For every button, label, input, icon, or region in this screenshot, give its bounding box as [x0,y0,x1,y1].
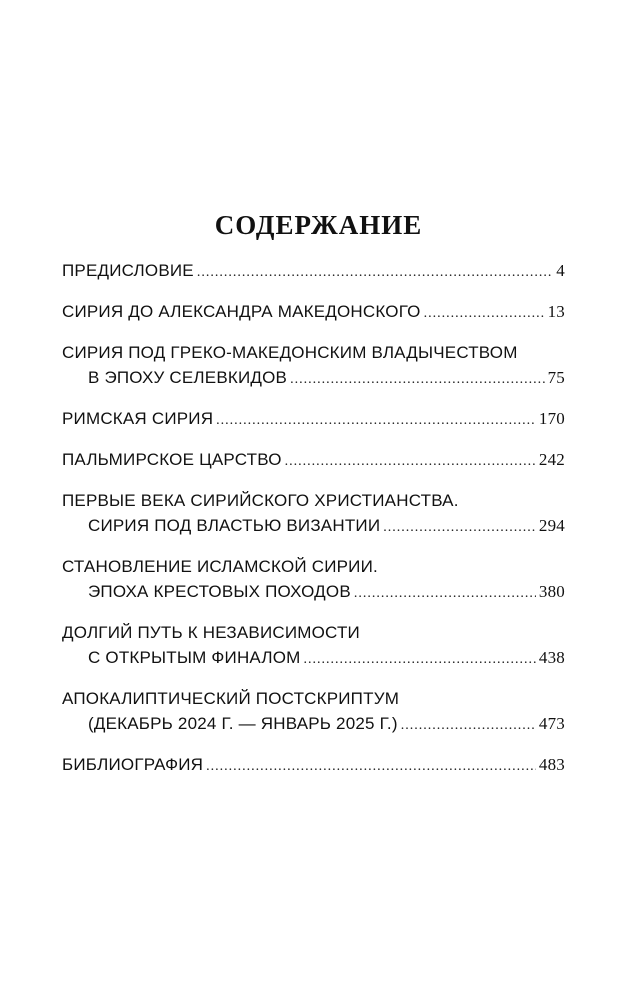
toc-entry-before-alexander[interactable] [62,299,565,326]
toc-entry-title: ПРЕДИСЛОВИЕ [62,261,194,280]
toc-line [62,554,565,579]
toc-line [62,752,565,779]
toc-page-number: 473 [538,714,565,733]
toc-line-continuation [62,711,565,738]
dot-leader [401,713,536,738]
toc-page-number: 4 [556,261,565,280]
toc-entry-title: РИМСКАЯ СИРИЯ [62,409,214,428]
toc-page-number: 13 [547,302,565,321]
toc-entry-independence[interactable] [62,620,565,672]
toc-entry-subtitle: (ДЕКАБРЬ 2024 Г. — ЯНВАРЬ 2025 Г.) [88,714,398,733]
dot-leader [383,515,536,540]
page-title: СОДЕРЖАНИЕ [214,210,423,240]
toc-page-number: 242 [538,450,565,469]
dot-leader [354,581,536,606]
table-of-contents [62,258,565,793]
dot-leader [197,260,553,285]
toc-line [62,406,565,433]
dot-leader [216,408,536,433]
toc-entry-bibliography[interactable] [62,752,565,779]
dot-leader [206,754,536,779]
toc-entry-palmyra[interactable] [62,447,565,474]
toc-line [62,488,565,513]
toc-page-number: 170 [538,409,565,428]
toc-page-number: 438 [538,648,565,667]
toc-line [62,299,565,326]
toc-entry-title: СТАНОВЛЕНИЕ ИСЛАМСКОЙ СИРИИ. [62,557,378,576]
toc-entry-christianity[interactable] [62,488,565,540]
toc-line-continuation [62,513,565,540]
toc-line-continuation [62,579,565,606]
toc-page-number: 380 [538,582,565,601]
toc-entry-title: АПОКАЛИПТИЧЕСКИЙ ПОСТСКРИПТУМ [62,689,400,708]
toc-entry-subtitle: СИРИЯ ПОД ВЛАСТЬЮ ВИЗАНТИИ [88,516,381,535]
toc-entry-title: СИРИЯ ДО АЛЕКСАНДРА МАКЕДОНСКОГО [62,302,421,321]
toc-page-number: 483 [538,755,565,774]
toc-line-continuation [62,365,565,392]
toc-page-number: 294 [538,516,565,535]
toc-entry-title: БИБЛИОГРАФИЯ [62,755,204,774]
toc-line [62,340,565,365]
toc-entry-seleucids[interactable] [62,340,565,392]
toc-entry-subtitle: ЭПОХА КРЕСТОВЫХ ПОХОДОВ [88,582,351,601]
toc-entry-title: ПЕРВЫЕ ВЕКА СИРИЙСКОГО ХРИСТИАНСТВА. [62,491,459,510]
toc-entry-postscript[interactable] [62,686,565,738]
dot-leader [424,301,545,326]
toc-entry-islamic-syria[interactable] [62,554,565,606]
toc-line [62,686,565,711]
toc-entry-subtitle: С ОТКРЫТЫМ ФИНАЛОМ [88,648,301,667]
toc-entry-title: ПАЛЬМИРСКОЕ ЦАРСТВО [62,450,282,469]
dot-leader [304,647,536,672]
toc-line [62,447,565,474]
toc-entry-title: ДОЛГИЙ ПУТЬ К НЕЗАВИСИМОСТИ [62,623,360,642]
dot-leader [290,367,545,392]
toc-line [62,620,565,645]
toc-line-continuation [62,645,565,672]
toc-entry-subtitle: В ЭПОХУ СЕЛЕВКИДОВ [88,368,288,387]
toc-line [62,258,565,285]
dot-leader [285,449,536,474]
toc-entry-title: СИРИЯ ПОД ГРЕКО-МАКЕДОНСКИМ ВЛАДЫЧЕСТВОМ [62,343,518,362]
toc-page-number: 75 [547,368,565,387]
toc-entry-preface[interactable] [62,258,565,285]
toc-entry-roman-syria[interactable] [62,406,565,433]
